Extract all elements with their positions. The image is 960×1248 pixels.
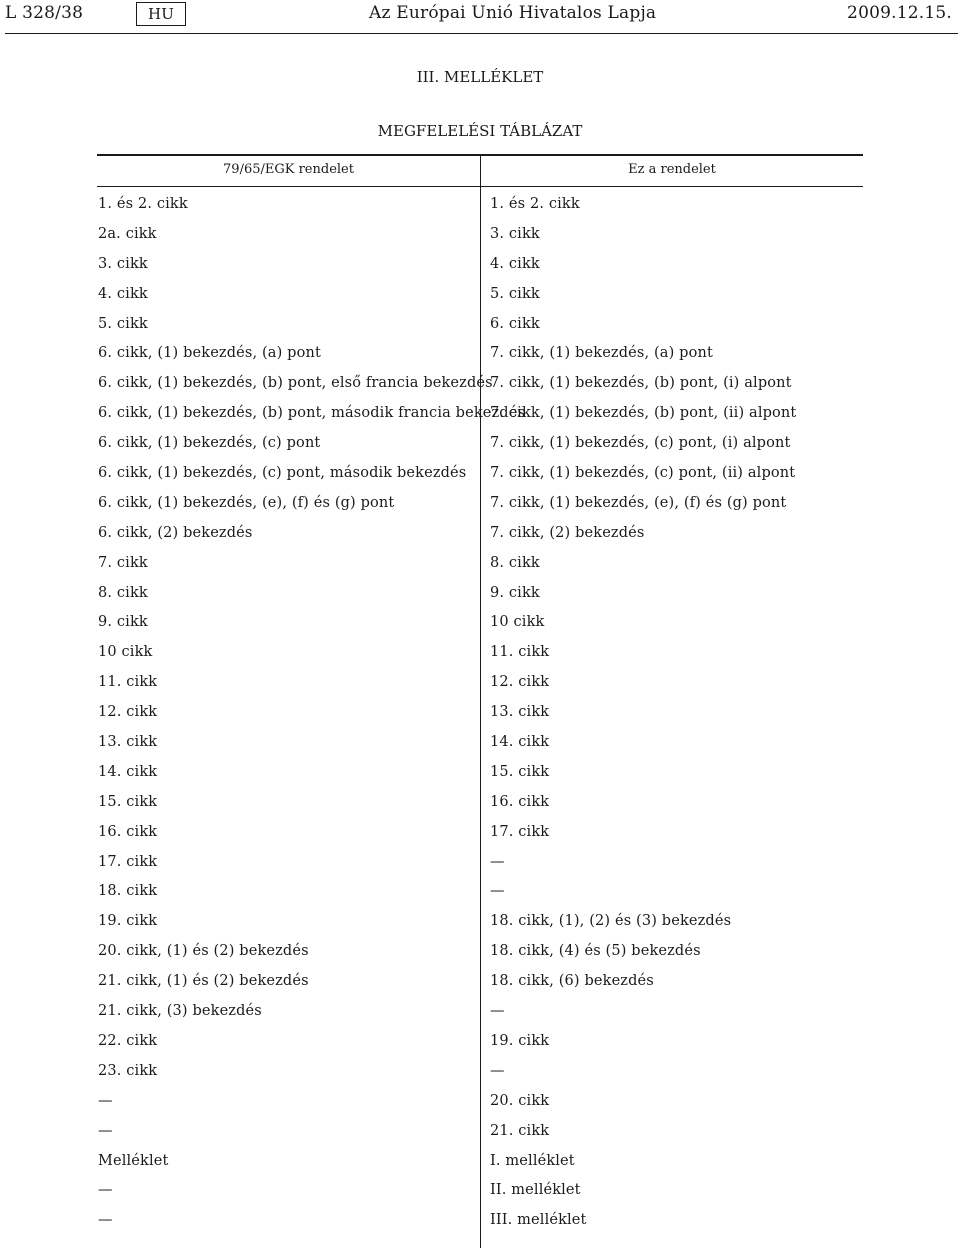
cell-regulation-article: 18. cikk, (1), (2) és (3) bekezdés: [490, 913, 732, 930]
table-row: [97, 1123, 863, 1153]
cell-directive-article: —: [98, 1122, 113, 1139]
table-row: [97, 644, 863, 674]
annex-title: III. MELLÉKLET: [416, 68, 544, 86]
table-row: [97, 1212, 863, 1242]
cell-regulation-article: 1. és 2. cikk: [490, 196, 580, 212]
cell-regulation-article: 16. cikk: [490, 793, 550, 810]
table-row: [97, 824, 863, 854]
cell-regulation-article: 11. cikk: [490, 644, 550, 661]
cell-directive-article: 6. cikk, (1) bekezdés, (e), (f) és (g) pont: [98, 494, 395, 511]
cell-regulation-article: 5. cikk: [490, 285, 540, 302]
cell-directive-article: 14. cikk: [98, 763, 158, 780]
table-row: [97, 764, 863, 794]
journal-title: Az Európai Unió Hivatalos Lapja: [369, 3, 657, 23]
cell-regulation-article: 15. cikk: [490, 763, 550, 780]
cell-regulation-article: 6. cikk: [490, 315, 540, 332]
table-row: [97, 286, 863, 316]
cell-directive-article: 6. cikk, (1) bekezdés, (c) pont, második bekezdés: [98, 465, 467, 482]
cell-directive-article: 5. cikk: [98, 315, 148, 332]
cell-regulation-article: —: [490, 1003, 505, 1020]
table-row: [97, 943, 863, 973]
cell-regulation-article: —: [490, 1062, 505, 1079]
table-row: [97, 345, 863, 375]
cell-regulation-article: 13. cikk: [490, 704, 550, 721]
cell-directive-article: 21. cikk, (3) bekezdés: [98, 1003, 262, 1020]
cell-directive-article: 17. cikk: [98, 853, 158, 870]
table-row: [97, 465, 863, 495]
cell-regulation-article: 7. cikk, (2) bekezdés: [490, 524, 645, 541]
cell-regulation-article: 7. cikk, (1) bekezdés, (e), (f) és (g) pont: [490, 494, 787, 511]
table-row: [97, 525, 863, 555]
cell-regulation-article: 7. cikk, (1) bekezdés, (b) pont, (i) alpont: [490, 375, 792, 392]
cell-regulation-article: III. melléklet: [490, 1212, 587, 1229]
table-row: [97, 1182, 863, 1212]
table-row: [97, 1063, 863, 1093]
cell-directive-article: 13. cikk: [98, 734, 158, 751]
table-row: [97, 734, 863, 764]
publication-date: 2009.12.15.: [847, 3, 952, 23]
cell-directive-article: 15. cikk: [98, 793, 158, 810]
header-rule: [5, 33, 958, 34]
cell-directive-article: 3. cikk: [98, 255, 148, 272]
table-row: [97, 226, 863, 256]
cell-directive-article: 10 cikk: [98, 644, 153, 661]
cell-directive-article: 7. cikk: [98, 554, 148, 571]
cell-regulation-article: 17. cikk: [490, 823, 550, 840]
cell-regulation-article: 19. cikk: [490, 1032, 550, 1049]
cell-directive-article: 9. cikk: [98, 614, 148, 631]
cell-regulation-article: 12. cikk: [490, 674, 550, 691]
cell-regulation-article: 3. cikk: [490, 225, 540, 242]
cell-regulation-article: 21. cikk: [490, 1122, 550, 1139]
cell-directive-article: 6. cikk, (1) bekezdés, (c) pont: [98, 435, 321, 452]
cell-regulation-article: 7. cikk, (1) bekezdés, (a) pont: [490, 345, 713, 362]
table-row: [97, 375, 863, 405]
cell-regulation-article: 8. cikk: [490, 554, 540, 571]
table-row: [97, 854, 863, 884]
cell-directive-article: 16. cikk: [98, 823, 158, 840]
cell-regulation-article: 18. cikk, (6) bekezdés: [490, 973, 654, 990]
table-row: [97, 196, 863, 226]
cell-directive-article: 22. cikk: [98, 1032, 158, 1049]
cell-directive-article: 6. cikk, (1) bekezdés, (b) pont, második francia bekezdés: [98, 405, 526, 422]
cell-directive-article: —: [98, 1182, 113, 1199]
table-body: [97, 196, 863, 1242]
cell-directive-article: 19. cikk: [98, 913, 158, 930]
cell-regulation-article: 10 cikk: [490, 614, 545, 631]
table-row: [97, 555, 863, 585]
cell-directive-article: —: [98, 1092, 113, 1109]
column-header-right: Ez a rendelet: [628, 162, 716, 177]
cell-regulation-article: 20. cikk: [490, 1092, 550, 1109]
cell-directive-article: 6. cikk, (1) bekezdés, (a) pont: [98, 345, 321, 362]
cell-regulation-article: 9. cikk: [490, 584, 540, 601]
cell-directive-article: 8. cikk: [98, 584, 148, 601]
cell-regulation-article: —: [490, 853, 505, 870]
table-row: [97, 1003, 863, 1033]
cell-regulation-article: —: [490, 883, 505, 900]
table-row: [97, 1093, 863, 1123]
table-row: [97, 585, 863, 615]
cell-directive-article: 6. cikk, (2) bekezdés: [98, 524, 253, 541]
table-row: [97, 1033, 863, 1063]
language-badge: HU: [136, 2, 186, 26]
table-row: [97, 913, 863, 943]
cell-directive-article: 18. cikk: [98, 883, 158, 900]
table-row: [97, 794, 863, 824]
cell-regulation-article: I. melléklet: [490, 1152, 575, 1169]
cell-directive-article: 6. cikk, (1) bekezdés, (b) pont, első francia bekezdés: [98, 375, 493, 392]
table-row: [97, 614, 863, 644]
table-row: [97, 256, 863, 286]
cell-directive-article: 23. cikk: [98, 1062, 158, 1079]
column-header-left: 79/65/EGK rendelet: [223, 162, 354, 177]
cell-directive-article: —: [98, 1212, 113, 1229]
table-row: [97, 435, 863, 465]
cell-regulation-article: 4. cikk: [490, 255, 540, 272]
cell-directive-article: 21. cikk, (1) és (2) bekezdés: [98, 973, 309, 990]
table-row: [97, 495, 863, 525]
cell-directive-article: 11. cikk: [98, 674, 158, 691]
cell-directive-article: 4. cikk: [98, 285, 148, 302]
cell-regulation-article: II. melléklet: [490, 1182, 581, 1199]
table-row: [97, 316, 863, 346]
cell-regulation-article: 18. cikk, (4) és (5) bekezdés: [490, 943, 701, 960]
cell-regulation-article: 7. cikk, (1) bekezdés, (c) pont, (ii) alpont: [490, 465, 796, 482]
cell-directive-article: Melléklet: [98, 1152, 169, 1169]
correlation-table: [97, 154, 863, 1248]
table-row: [97, 973, 863, 1003]
cell-directive-article: 12. cikk: [98, 704, 158, 721]
cell-directive-article: 2a. cikk: [98, 225, 157, 242]
cell-directive-article: 20. cikk, (1) és (2) bekezdés: [98, 943, 309, 960]
table-title: MEGFELELÉSI TÁBLÁZAT: [377, 122, 583, 140]
table-row: [97, 704, 863, 734]
cell-directive-article: 1. és 2. cikk: [98, 196, 188, 212]
page-reference: L 328/38: [5, 3, 84, 23]
table-row: [97, 883, 863, 913]
table-row: [97, 674, 863, 704]
cell-regulation-article: 7. cikk, (1) bekezdés, (b) pont, (ii) alpont: [490, 405, 797, 422]
cell-regulation-article: 14. cikk: [490, 734, 550, 751]
cell-regulation-article: 7. cikk, (1) bekezdés, (c) pont, (i) alpont: [490, 435, 791, 452]
table-row: [97, 405, 863, 435]
table-row: [97, 1153, 863, 1183]
page-header: [0, 0, 960, 36]
